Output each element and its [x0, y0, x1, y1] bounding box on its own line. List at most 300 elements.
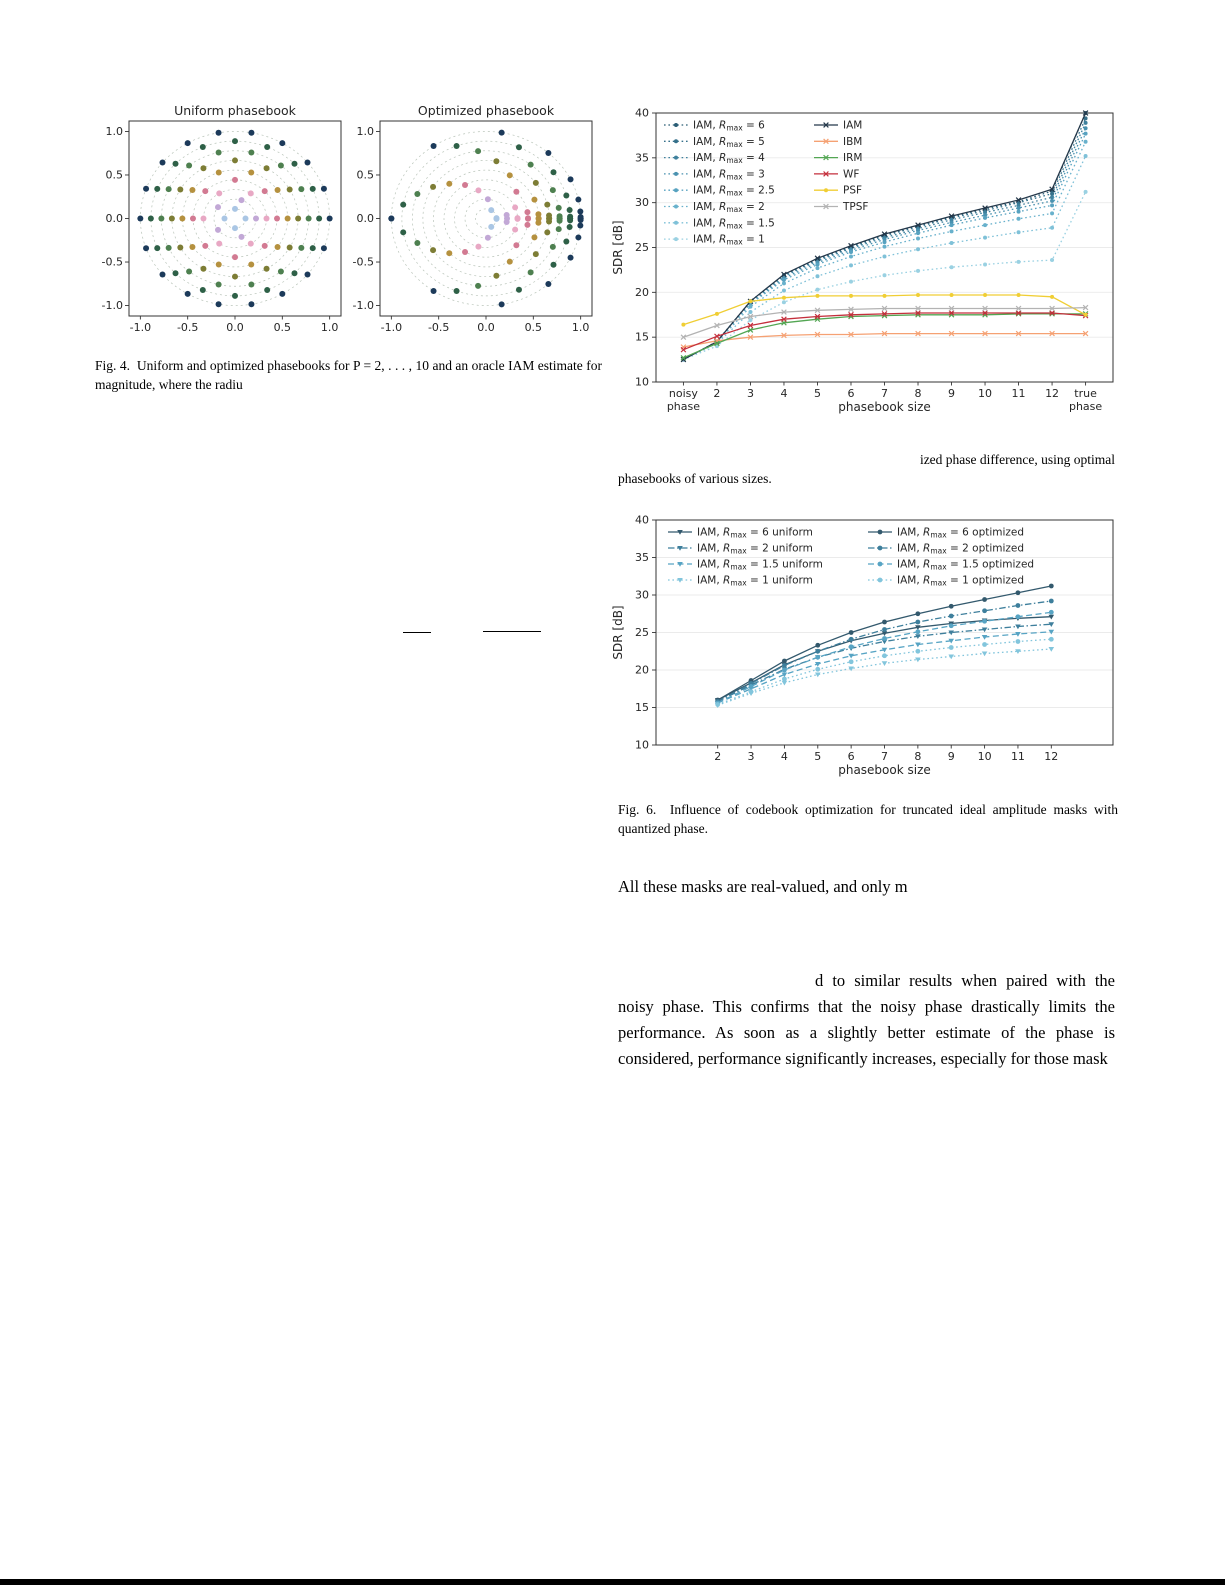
- legend-label: IAM, Rmax = 2 uniform: [697, 542, 813, 556]
- legend-label: IAM, Rmax = 6: [693, 119, 765, 133]
- chart-root: [611, 107, 1113, 415]
- legend-label: IAM, Rmax = 1.5 uniform: [697, 558, 823, 572]
- phasebook-point: [454, 288, 460, 294]
- marker-dot: [674, 205, 678, 209]
- phasebook-point: [216, 241, 222, 247]
- phasebook-point: [516, 287, 522, 293]
- marker-dot: [916, 293, 920, 297]
- uniform-phasebook-plot: [92, 103, 347, 343]
- y-tick-label: 10: [635, 375, 649, 389]
- phasebook-point: [202, 188, 208, 194]
- phasebook-point: [550, 187, 556, 193]
- marker-dot: [1084, 126, 1088, 130]
- phasebook-point: [430, 247, 436, 253]
- y-tick-label: 20: [635, 285, 649, 299]
- marker-dot: [950, 241, 954, 245]
- codebook-optimization-chart: [610, 512, 1125, 780]
- x-tick-label: 12: [1045, 387, 1060, 400]
- phasebook-point: [388, 216, 394, 222]
- marker-circle: [1016, 590, 1021, 595]
- phasebook-point: [513, 189, 519, 195]
- marker-dot: [674, 237, 678, 241]
- y-tick-label: -1.0: [101, 299, 123, 313]
- legend-label: IRM: [843, 152, 863, 165]
- phasebook-point: [154, 245, 160, 251]
- marker-circle: [882, 627, 887, 632]
- ring-guide: [465, 199, 507, 238]
- phasebook-point: [177, 186, 183, 192]
- x-tick-label: 7: [881, 387, 888, 400]
- phasebook-point: [200, 165, 206, 171]
- phasebook-point: [190, 216, 196, 222]
- marker-circle: [915, 649, 920, 654]
- phasebook-point: [525, 215, 531, 221]
- phasebook-point: [248, 241, 254, 247]
- plot-title: Optimized phasebook: [417, 103, 555, 118]
- y-tick-label: -1.0: [352, 299, 374, 313]
- marker-dot: [916, 237, 920, 241]
- x-tick-label: true phase: [1068, 387, 1103, 413]
- phasebook-point: [232, 274, 238, 280]
- paragraph-masks-real-valued: All these masks are real-valued, and only m: [618, 877, 908, 896]
- phasebook-point: [504, 212, 510, 218]
- phasebook-point: [200, 144, 206, 150]
- phasebook-point: [563, 238, 569, 244]
- x-tick-label: -1.0: [129, 321, 152, 334]
- x-tick-label: 9: [947, 750, 955, 763]
- marker-circle: [849, 630, 854, 635]
- marker-circle: [815, 649, 820, 654]
- marker-circle: [949, 604, 954, 609]
- y-tick-label: 35: [635, 151, 649, 165]
- phasebook-point: [321, 245, 327, 251]
- phasebook-point: [306, 216, 312, 222]
- marker-circle: [849, 659, 854, 664]
- marker-dot: [748, 310, 752, 314]
- marker-circle: [1049, 584, 1054, 589]
- phasebook-point: [200, 216, 206, 222]
- y-tick-label: 40: [635, 513, 649, 527]
- marker-dot: [674, 123, 678, 127]
- marker-dot: [950, 293, 954, 297]
- phasebook-point: [545, 281, 551, 287]
- phasebook-point: [154, 186, 160, 192]
- marker-dot: [1084, 121, 1088, 125]
- chart-root: [102, 103, 341, 334]
- phasebook-point: [575, 197, 581, 203]
- x-axis-label: phasebook size: [838, 763, 931, 777]
- x-tick-label: -0.5: [427, 321, 450, 334]
- phasebook-point: [575, 234, 581, 240]
- marker-circle: [1016, 639, 1021, 644]
- phasebook-point: [568, 255, 574, 261]
- phasebook-point: [431, 288, 437, 294]
- phasebook-point: [248, 262, 254, 268]
- phasebook-point: [166, 245, 172, 251]
- x-tick-label: 11: [1010, 750, 1025, 763]
- marker-dot: [674, 156, 678, 160]
- legend-label: IAM, Rmax = 6 uniform: [697, 526, 813, 540]
- marker-dot: [815, 294, 819, 298]
- phasebook-point: [287, 186, 293, 192]
- phasebook-point: [550, 262, 556, 268]
- ring-guide: [391, 131, 580, 305]
- marker-triangle: [948, 655, 954, 660]
- marker-dot: [1017, 217, 1021, 221]
- x-tick-label: 5: [813, 387, 821, 400]
- marker-triangle: [782, 681, 788, 686]
- marker-dot: [1084, 132, 1088, 136]
- phasebook-point: [264, 144, 270, 150]
- y-tick-label: 30: [635, 196, 649, 210]
- phasebook-point: [446, 181, 452, 187]
- x-tick-label: 2: [714, 750, 722, 763]
- marker-dot: [782, 278, 786, 282]
- marker-circle: [815, 643, 820, 648]
- figure-4-caption: Fig. 4. Uniform and optimized phasebooks for P = 2, . . . , 10 and an oracle IAM estimate for magnitude, where the radiu: [95, 358, 602, 392]
- phasebook-point: [248, 282, 254, 288]
- legend-label: IAM, Rmax = 1.5: [693, 217, 775, 231]
- legend: [664, 120, 868, 247]
- figure-5-caption-fragment: [618, 450, 1115, 488]
- y-axis-label: SDR [dB]: [611, 605, 625, 660]
- marker-circle: [982, 608, 987, 613]
- marker-circle: [915, 620, 920, 625]
- legend-label: IAM, Rmax = 1 optimized: [897, 574, 1025, 588]
- phasebook-point: [400, 229, 406, 235]
- plot-title: Uniform phasebook: [174, 103, 296, 118]
- phasebook-point: [177, 245, 183, 251]
- phasebook-point: [248, 190, 254, 196]
- x-tick-label: 1.0: [320, 321, 339, 334]
- phasebook-point: [264, 216, 270, 222]
- marker-triangle: [1049, 647, 1055, 652]
- legend-label: IAM: [843, 119, 863, 132]
- marker-dot: [983, 263, 987, 267]
- marker-dot: [782, 300, 786, 304]
- x-tick-label: 5: [814, 750, 822, 763]
- marker-circle: [1016, 614, 1021, 619]
- x-tick-label: 9: [948, 387, 956, 400]
- marker-dot: [782, 296, 786, 300]
- marker-dot: [1017, 260, 1021, 264]
- marker-circle: [878, 546, 883, 551]
- marker-triangle: [848, 654, 854, 659]
- phasebook-point: [533, 180, 539, 186]
- x-tick-label: 4: [780, 750, 788, 763]
- marker-circle: [878, 578, 883, 583]
- marker-dot: [815, 263, 819, 267]
- y-tick-label: 15: [635, 701, 649, 714]
- y-tick-label: 30: [635, 588, 649, 602]
- phasebook-point: [567, 214, 573, 220]
- optimized-phasebook-plot: [343, 103, 598, 343]
- phasebook-point: [493, 158, 499, 164]
- marker-dot: [1017, 206, 1021, 210]
- phasebook-point: [488, 207, 494, 213]
- phasebook-point: [485, 235, 491, 241]
- phasebook-point: [516, 144, 522, 150]
- phasebook-point: [262, 243, 268, 249]
- y-tick-label: -0.5: [352, 255, 374, 269]
- marker-dot: [883, 254, 887, 258]
- y-tick-label: 0.0: [356, 212, 374, 225]
- marker-dot: [983, 236, 987, 240]
- legend-label: IBM: [843, 135, 863, 148]
- y-tick-label: 25: [635, 626, 649, 639]
- y-tick-label: 0.0: [105, 212, 123, 225]
- marker-circle: [749, 689, 754, 694]
- phasebook-point: [524, 222, 530, 228]
- x-tick-label: 3: [746, 387, 754, 400]
- marker-dot: [782, 281, 786, 285]
- phasebook-point: [275, 244, 281, 250]
- legend-label: IAM, Rmax = 3: [693, 168, 765, 182]
- marker-circle: [882, 653, 887, 658]
- marker-circle: [849, 637, 854, 642]
- y-tick-label: 35: [635, 551, 649, 564]
- marker-dot: [1050, 226, 1054, 230]
- phasebook-point: [216, 169, 222, 175]
- y-tick-label: -0.5: [101, 255, 123, 269]
- phasebook-point: [305, 160, 311, 166]
- phasebook-point: [430, 184, 436, 190]
- phasebook-point: [533, 251, 539, 257]
- phasebook-point: [512, 204, 518, 210]
- marker-dot: [815, 288, 819, 292]
- phasebook-point: [556, 226, 562, 232]
- phasebook-point: [305, 271, 311, 277]
- marker-circle: [815, 667, 820, 672]
- marker-circle: [849, 644, 854, 649]
- legend-label: IAM, Rmax = 4: [693, 152, 765, 166]
- marker-circle: [1049, 637, 1054, 642]
- legend-label: PSF: [843, 184, 863, 197]
- paragraph-noisy-phase: d to similar results when paired with the noisy phase. This confirms that the noisy phase drastically limits the performance. As soon as a slightly better estimate of the phase is considered, performance significantly increases, especially for those mask: [618, 971, 1115, 1068]
- phasebook-point: [512, 227, 518, 233]
- phasebook-point: [531, 234, 537, 240]
- math-fraction-bar-short: [403, 632, 431, 633]
- figure-6-caption: Fig. 6. Influence of codebook optimization for truncated ideal amplitude masks with quantized phase.: [618, 802, 1118, 836]
- phasebook-point: [185, 140, 191, 146]
- phasebook-point: [563, 193, 569, 199]
- phasebook-point: [143, 245, 149, 251]
- phasebook-point: [200, 287, 206, 293]
- marker-dot: [983, 293, 987, 297]
- x-tick-label: 1.0: [571, 321, 590, 334]
- marker-dot: [983, 216, 987, 220]
- marker-circle: [749, 684, 754, 689]
- marker-dot: [815, 274, 819, 278]
- marker-circle: [782, 659, 787, 664]
- phasebook-point: [298, 186, 304, 192]
- chart-root: [353, 103, 592, 334]
- marker-dot: [916, 269, 920, 273]
- x-tick-label: 6: [847, 387, 855, 400]
- marker-dot: [1084, 313, 1088, 317]
- phasebook-point: [544, 202, 550, 208]
- phasebook-point: [414, 240, 420, 246]
- marker-dot: [950, 223, 954, 227]
- marker-circle: [782, 663, 787, 668]
- x-tick-label: 0.5: [273, 321, 292, 334]
- phasebook-point: [446, 250, 452, 256]
- phasebook-point: [148, 216, 154, 222]
- phasebook-point: [291, 161, 297, 167]
- y-tick-label: 0.5: [105, 168, 123, 182]
- phasebook-point: [278, 268, 284, 274]
- y-tick-label: 25: [635, 241, 649, 254]
- phasebook-point: [568, 176, 574, 182]
- phasebook-point: [169, 216, 175, 222]
- marker-dot: [748, 299, 752, 303]
- x-tick-label: -1.0: [380, 321, 403, 334]
- phasebook-point: [414, 191, 420, 197]
- phasebook-point: [216, 262, 222, 268]
- phasebook-point: [232, 177, 238, 183]
- ring-guide: [182, 170, 287, 267]
- phasebook-point: [298, 245, 304, 251]
- phasebook-point: [513, 242, 519, 248]
- phasebook-point: [216, 301, 222, 307]
- x-tick-label: 12: [1044, 750, 1059, 763]
- phasebook-point: [173, 270, 179, 276]
- phasebook-point: [493, 215, 499, 221]
- series-IBM: [683, 334, 1085, 347]
- marker-dot: [950, 229, 954, 233]
- phasebook-point: [577, 222, 583, 228]
- marker-dot: [674, 139, 678, 143]
- marker-dot: [1017, 293, 1021, 297]
- marker-dot: [849, 263, 853, 267]
- phasebook-point: [567, 224, 573, 230]
- marker-circle: [882, 636, 887, 641]
- x-tick-label: 10: [977, 750, 992, 763]
- phasebook-point: [166, 186, 172, 192]
- y-tick-label: 20: [635, 663, 649, 677]
- marker-circle: [915, 629, 920, 634]
- phasebook-point: [274, 216, 280, 222]
- phasebook-point: [462, 249, 468, 255]
- phasebook-point: [278, 163, 284, 169]
- legend-label: IAM, Rmax = 1: [693, 233, 765, 247]
- x-tick-label: 0.0: [226, 321, 244, 334]
- phasebook-point: [475, 283, 481, 289]
- phasebook-point: [253, 216, 259, 222]
- phasebook-point: [248, 149, 254, 155]
- phasebook-point: [507, 172, 513, 178]
- y-axis-label: SDR [dB]: [611, 220, 625, 275]
- y-tick-label: 10: [635, 738, 649, 752]
- phasebook-point: [216, 130, 222, 136]
- marker-dot: [674, 221, 678, 225]
- phasebook-point: [275, 187, 281, 193]
- phasebook-point: [173, 161, 179, 167]
- phasebook-point: [232, 138, 238, 144]
- legend-label: IAM, Rmax = 2.5: [693, 184, 775, 198]
- phasebook-point: [499, 301, 505, 307]
- marker-circle: [949, 623, 954, 628]
- phasebook-point: [524, 209, 530, 215]
- phasebook-point: [238, 234, 244, 240]
- marker-dot: [1050, 211, 1054, 215]
- phasebook-point: [264, 287, 270, 293]
- phasebook-point: [279, 140, 285, 146]
- marker-circle: [1049, 599, 1054, 604]
- x-tick-label: 0.5: [524, 321, 543, 334]
- phasebook-point: [528, 269, 534, 275]
- phasebook-point: [186, 268, 192, 274]
- phasebook-point: [202, 243, 208, 249]
- page-bottom-rule: [0, 1579, 1225, 1585]
- marker-dot: [849, 280, 853, 284]
- x-tick-label: 8: [914, 750, 922, 763]
- phasebook-point: [321, 186, 327, 192]
- marker-dot: [1084, 140, 1088, 144]
- phasebook-point: [232, 254, 238, 260]
- phasebook-point: [475, 244, 481, 250]
- marker-dot: [1050, 258, 1054, 262]
- phasebook-point: [159, 271, 165, 277]
- marker-circle: [949, 645, 954, 650]
- phasebook-point: [316, 216, 322, 222]
- phasebook-point: [186, 163, 192, 169]
- marker-dot: [674, 172, 678, 176]
- series-IRM: [683, 314, 1085, 358]
- marker-dot: [983, 223, 987, 227]
- legend-label: IAM, Rmax = 2: [693, 201, 765, 214]
- marker-triangle: [815, 673, 821, 678]
- marker-dot: [1017, 210, 1021, 214]
- marker-circle: [982, 597, 987, 602]
- legend-label: IAM, Rmax = 1.5 optimized: [897, 558, 1035, 572]
- marker-circle: [815, 655, 820, 660]
- x-tick-label: 7: [881, 750, 888, 763]
- x-tick-label: 4: [780, 387, 788, 400]
- marker-dot: [883, 245, 887, 249]
- marker-dot: [715, 312, 719, 316]
- ring-guide: [214, 199, 256, 238]
- marker-dot: [1050, 203, 1054, 207]
- phasebook-point: [485, 196, 491, 202]
- y-tick-label: 0.5: [356, 168, 374, 182]
- phasebook-point: [238, 197, 244, 203]
- x-tick-label: -0.5: [176, 321, 199, 334]
- x-axis-label: phasebook size: [838, 400, 931, 414]
- phasebook-point: [545, 150, 551, 156]
- phasebook-point: [189, 244, 195, 250]
- figure-5-caption-line2: phasebooks of various sizes.: [618, 471, 772, 486]
- phasebook-point: [528, 162, 534, 168]
- phasebook-point: [567, 207, 573, 213]
- phasebook-point: [232, 206, 238, 212]
- marker-dot: [916, 231, 920, 235]
- marker-circle: [949, 614, 954, 619]
- marker-dot: [883, 240, 887, 244]
- marker-dot: [1084, 190, 1088, 194]
- phasebook-point: [556, 205, 562, 211]
- phasebook-point: [287, 245, 293, 251]
- marker-dot: [883, 294, 887, 298]
- phasebook-point: [531, 197, 537, 203]
- phasebook-point: [243, 216, 249, 222]
- marker-circle: [782, 677, 787, 682]
- marker-dot: [1084, 154, 1088, 158]
- phasebook-point: [200, 266, 206, 272]
- phasebook-point: [185, 291, 191, 297]
- marker-circle: [982, 619, 987, 624]
- y-tick-label: 1.0: [105, 124, 123, 138]
